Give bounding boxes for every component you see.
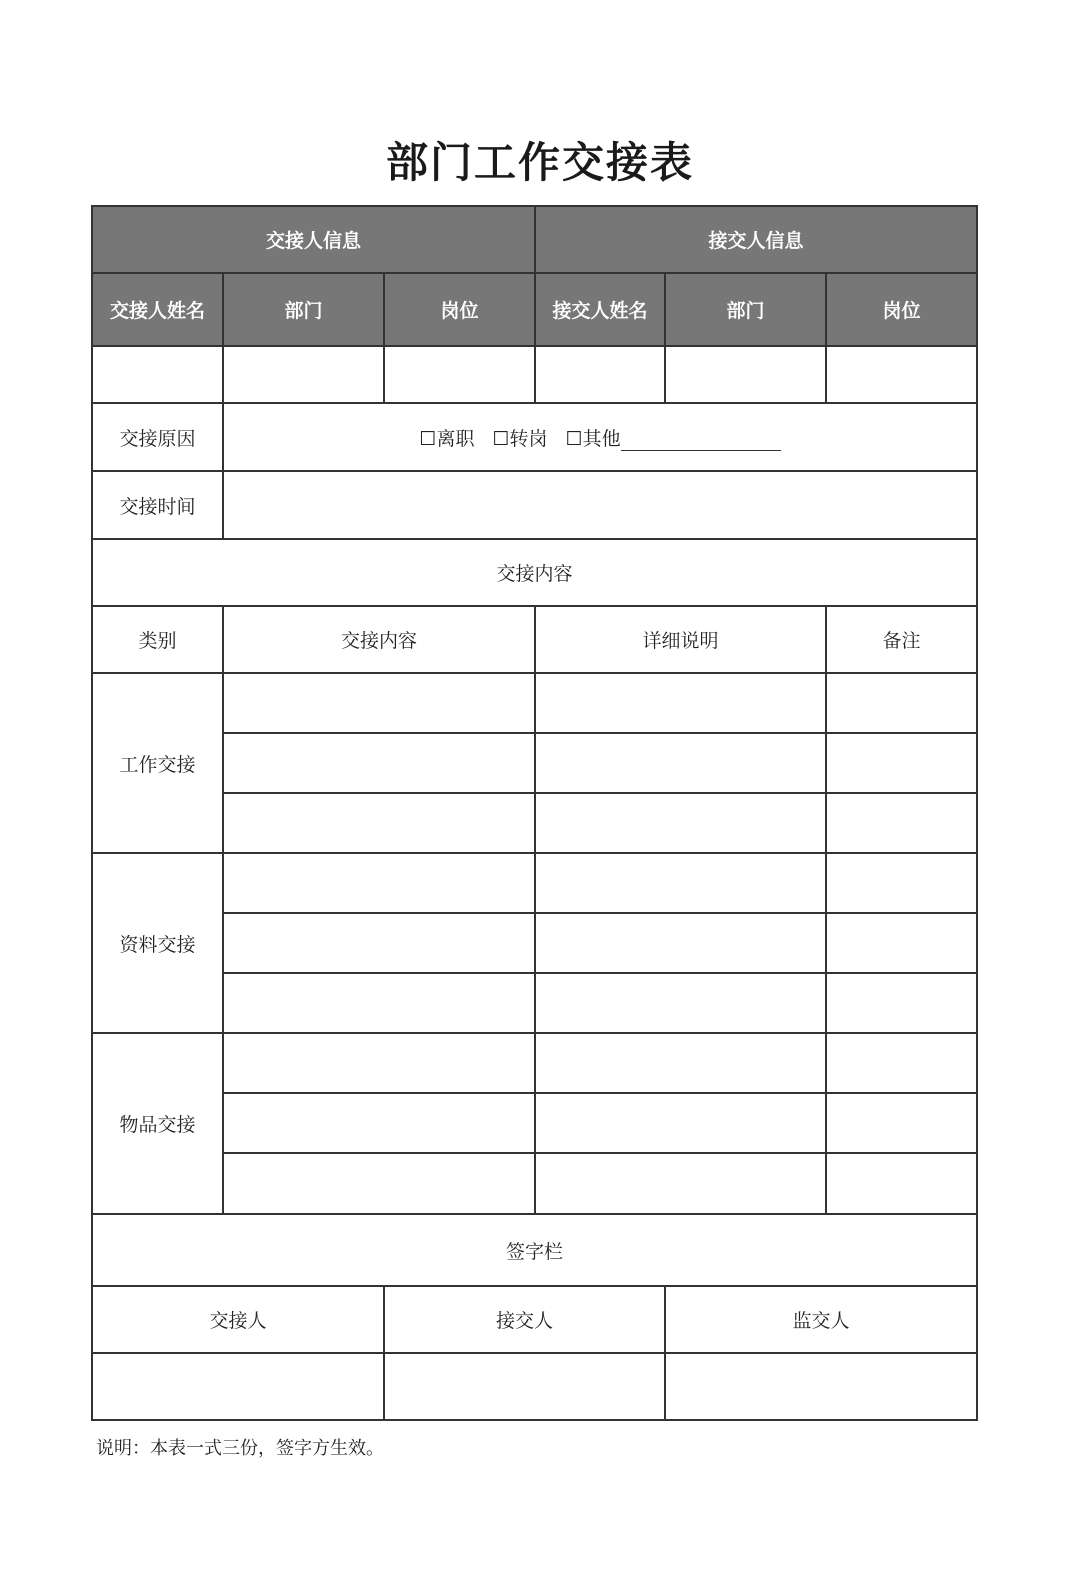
remark-cell[interactable] (826, 1153, 977, 1214)
time-cell[interactable] (223, 471, 977, 539)
content-cell[interactable] (223, 913, 535, 973)
detail-cell[interactable] (535, 1153, 826, 1214)
receiver-dept-header: 部门 (665, 273, 826, 346)
remark-header: 备注 (826, 606, 977, 673)
content-cell[interactable] (223, 973, 535, 1033)
remark-cell[interactable] (826, 733, 977, 793)
handover-table (91, 205, 978, 1421)
content-header: 交接内容 (223, 606, 535, 673)
content-cell[interactable] (223, 1033, 535, 1093)
giver-post-header: 岗位 (384, 273, 535, 346)
reason-option-other[interactable]: ☐其他 (566, 428, 781, 450)
page-title: 部门工作交接表 (385, 138, 694, 187)
giver-name-cell[interactable] (92, 346, 223, 403)
detail-cell[interactable] (535, 793, 826, 853)
detail-cell[interactable] (535, 853, 826, 913)
remark-cell[interactable] (826, 913, 977, 973)
remark-cell[interactable] (826, 793, 977, 853)
signature-receiver-label: 接交人 (384, 1286, 665, 1353)
receiver-info-header: 接交人信息 (535, 206, 977, 273)
content-cell[interactable] (223, 793, 535, 853)
receiver-name-cell[interactable] (535, 346, 665, 403)
content-cell[interactable] (223, 733, 535, 793)
content-cell[interactable] (223, 1153, 535, 1214)
signature-section-title: 签字栏 (92, 1214, 977, 1286)
remark-cell[interactable] (826, 973, 977, 1033)
detail-cell[interactable] (535, 673, 826, 733)
receiver-post-cell[interactable] (826, 346, 977, 403)
other-blank-line[interactable] (621, 432, 781, 451)
receiver-dept-cell[interactable] (665, 346, 826, 403)
footnote: 说明：本表一式三份，签字方生效。 (96, 1438, 384, 1459)
content-cell[interactable] (223, 1093, 535, 1153)
signature-giver-label: 交接人 (92, 1286, 384, 1353)
content-section-title: 交接内容 (92, 539, 977, 606)
remark-cell[interactable] (826, 1033, 977, 1093)
category-work: 工作交接 (92, 673, 223, 853)
detail-header: 详细说明 (535, 606, 826, 673)
signature-supervisor-cell[interactable] (665, 1353, 977, 1420)
receiver-name-header: 接交人姓名 (535, 273, 665, 346)
category-header: 类别 (92, 606, 223, 673)
remark-cell[interactable] (826, 853, 977, 913)
reason-label: 交接原因 (92, 403, 223, 471)
category-items: 物品交接 (92, 1033, 223, 1214)
category-documents: 资料交接 (92, 853, 223, 1033)
giver-info-header: 交接人信息 (92, 206, 535, 273)
content-cell[interactable] (223, 853, 535, 913)
detail-cell[interactable] (535, 973, 826, 1033)
detail-cell[interactable] (535, 733, 826, 793)
giver-dept-cell[interactable] (223, 346, 384, 403)
detail-cell[interactable] (535, 913, 826, 973)
reason-option-transfer[interactable]: ☐转岗 (492, 427, 548, 450)
reason-option-resign[interactable]: ☐离职 (419, 427, 475, 450)
signature-supervisor-label: 监交人 (665, 1286, 977, 1353)
signature-giver-cell[interactable] (92, 1353, 384, 1420)
signature-receiver-cell[interactable] (384, 1353, 665, 1420)
giver-name-header: 交接人姓名 (92, 273, 223, 346)
detail-cell[interactable] (535, 1033, 826, 1093)
time-label: 交接时间 (92, 471, 223, 539)
detail-cell[interactable] (535, 1093, 826, 1153)
remark-cell[interactable] (826, 673, 977, 733)
giver-dept-header: 部门 (223, 273, 384, 346)
receiver-post-header: 岗位 (826, 273, 977, 346)
reason-options (223, 403, 977, 471)
remark-cell[interactable] (826, 1093, 977, 1153)
giver-post-cell[interactable] (384, 346, 535, 403)
content-cell[interactable] (223, 673, 535, 733)
